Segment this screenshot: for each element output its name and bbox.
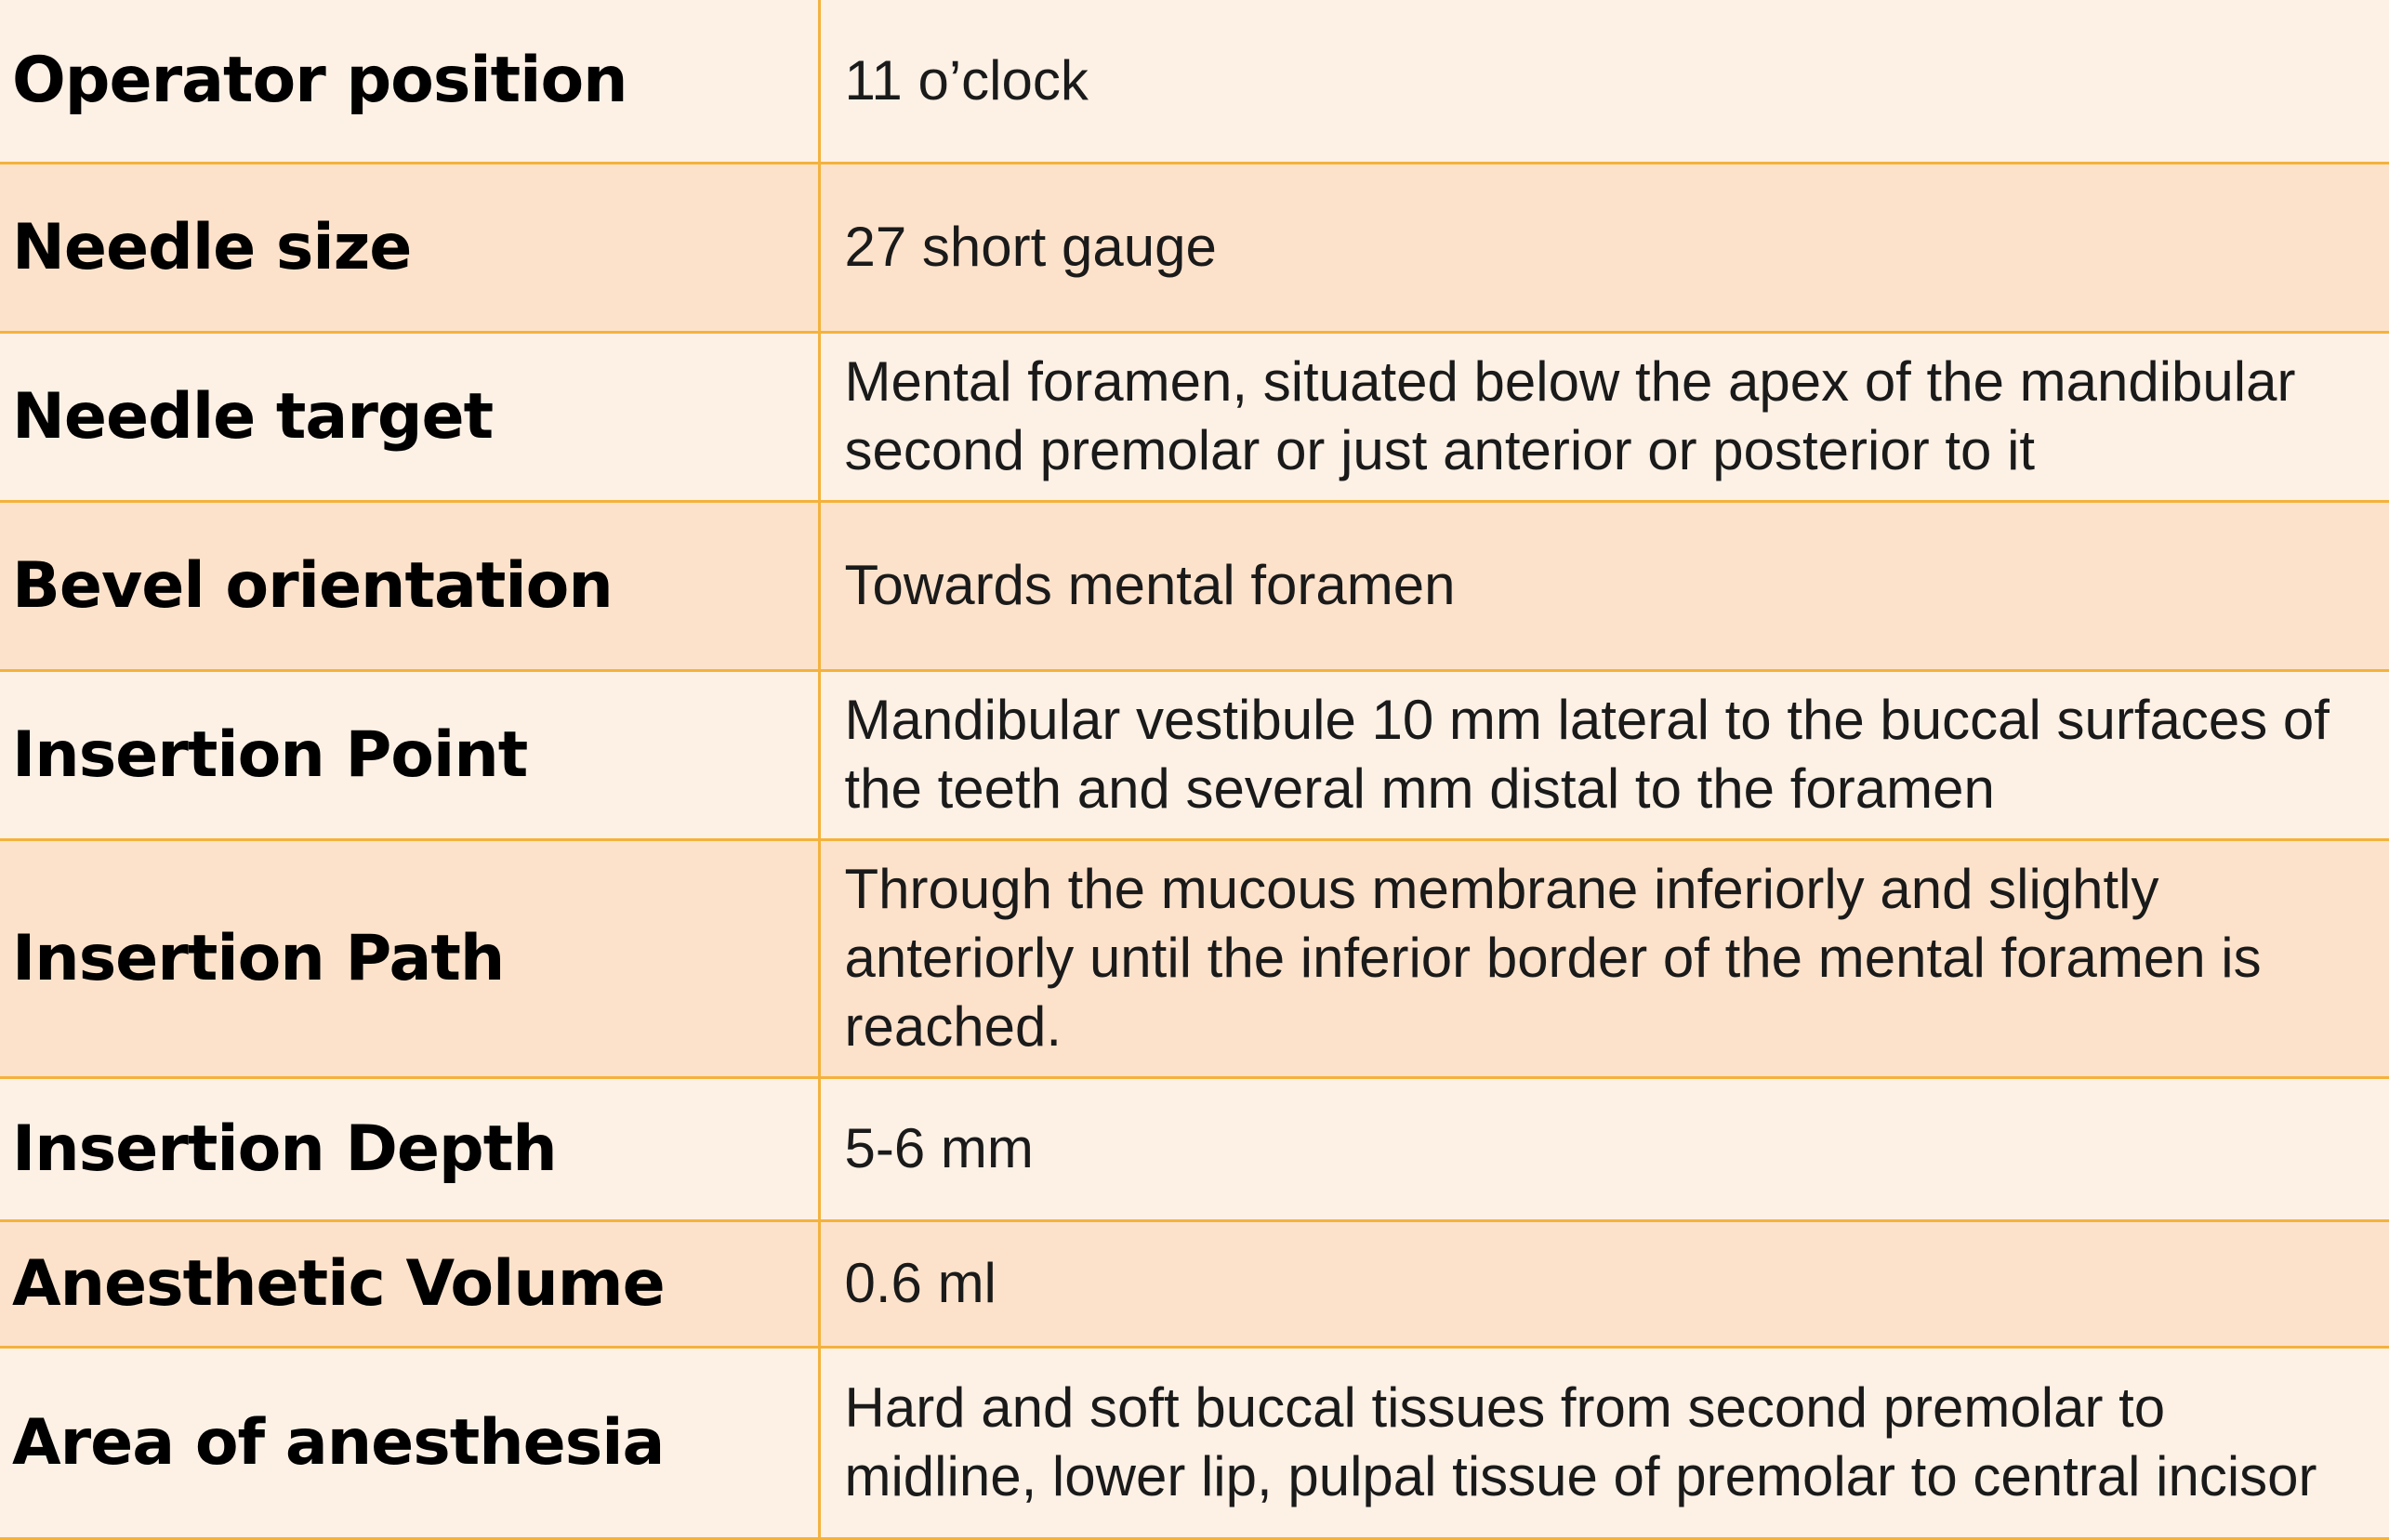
row-label: Insertion Depth <box>0 1077 819 1220</box>
row-value: 0.6 ml <box>819 1220 2389 1347</box>
table-row-needle-size <box>0 163 2389 332</box>
row-label: Anesthetic Volume <box>0 1220 819 1347</box>
row-label: Insertion Path <box>0 839 819 1077</box>
row-value: Hard and soft buccal tissues from second premolar to midline, lower lip, pulpal tissue of premolar to central incisor <box>819 1347 2389 1538</box>
row-value: Through the mucous membrane inferiorly and slightly anteriorly until the inferior border of the mental foramen is reached. <box>819 839 2389 1077</box>
row-label: Insertion Point <box>0 670 819 839</box>
row-label: Needle target <box>0 332 819 501</box>
row-label: Operator position <box>0 0 819 163</box>
row-value: 27 short gauge <box>819 163 2389 332</box>
table-row-area-of-anesthesia <box>0 1347 2389 1538</box>
table-row-insertion-path <box>0 839 2389 1077</box>
table-row-needle-target <box>0 332 2389 501</box>
row-label: Needle size <box>0 163 819 332</box>
row-value: Mental foramen, situated below the apex of the mandibular second premolar or just anterior or posterior to it <box>819 332 2389 501</box>
row-value: Mandibular vestibule 10 mm lateral to the buccal surfaces of the teeth and several mm distal to the foramen <box>819 670 2389 839</box>
table-row-insertion-point <box>0 670 2389 839</box>
table-row-insertion-depth <box>0 1077 2389 1220</box>
row-value: 11 o’clock <box>819 0 2389 163</box>
table-row-operator-position <box>0 0 2389 163</box>
row-label: Bevel orientation <box>0 501 819 670</box>
row-value: 5-6 mm <box>819 1077 2389 1220</box>
row-value: Towards mental foramen <box>819 501 2389 670</box>
table-row-anesthetic-volume <box>0 1220 2389 1347</box>
table-row-bevel-orientation <box>0 501 2389 670</box>
row-label: Area of anesthesia <box>0 1347 819 1538</box>
